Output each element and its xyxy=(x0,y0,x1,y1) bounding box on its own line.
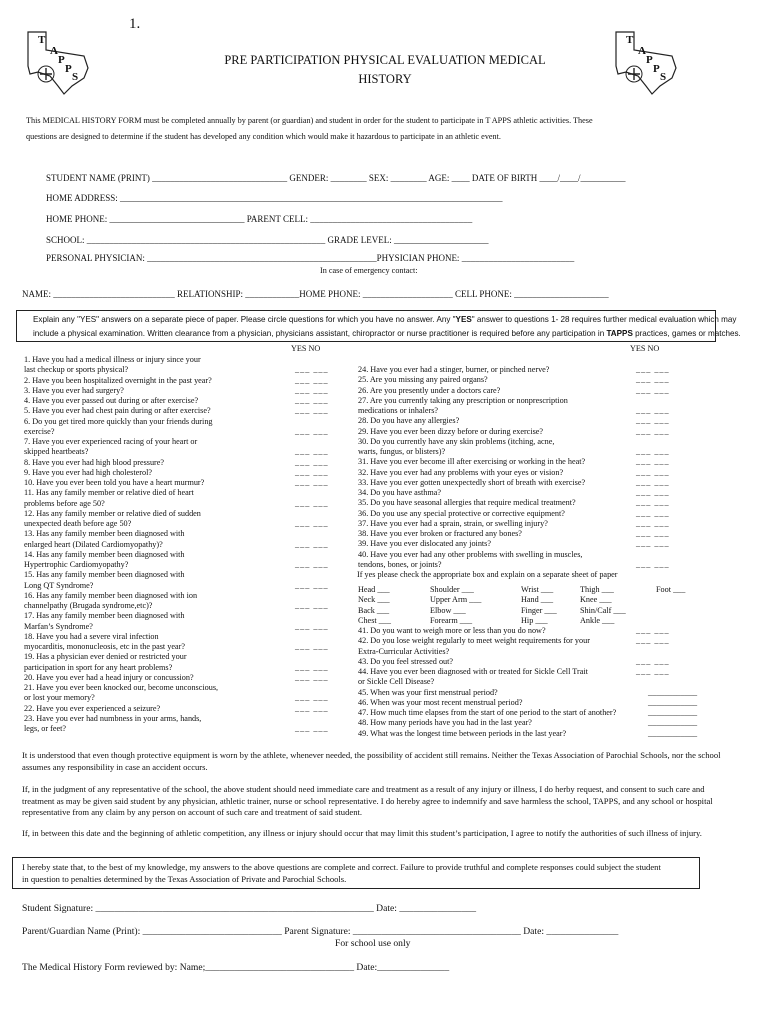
question-line-left: 3. Have you ever had surgery? xyxy=(24,385,124,395)
yes-blank[interactable]: ___ ___ xyxy=(295,693,329,703)
body-part-checkbox[interactable]: Shoulder ___ xyxy=(430,585,474,594)
yes-blank[interactable]: ___ ___ xyxy=(295,724,329,733)
instructions-text-c: include a physical examination. Written clearance from a physician, physicians assistant, chiropractor or nurse practitioner is required before any participation in xyxy=(33,329,607,338)
yes-blank[interactable]: ___ ___ xyxy=(636,457,670,467)
question-line-right: 32. Have you ever had any problems with your eyes or vision? xyxy=(358,467,564,477)
yes-blank[interactable]: ___ ___ xyxy=(636,539,670,549)
question-line-left: skipped heartbeats? xyxy=(24,447,89,457)
instructions-yes-bold: YES xyxy=(455,315,472,324)
body-part-checkbox[interactable]: Wrist ___ xyxy=(521,585,554,594)
yes-blank[interactable]: ___ ___ xyxy=(636,365,670,374)
question-line-right: 28. Do you have any allergies? xyxy=(358,416,460,426)
notification-paragraph: If, in between this date and the beginning of athletic competition, any illness or injury should occur that may limit this student’s participation, I agree to notify the authorities of such illness of injury. xyxy=(22,828,702,838)
student-info-row[interactable]: STUDENT NAME (PRINT) ______________________________ GENDER: ________ SEX: ________ AGE: ____ DATE OF BIRTH ____/____/__________ xyxy=(46,173,626,183)
question-line-right: 34. Do you have asthma? xyxy=(358,488,441,497)
answer-blank[interactable]: ____________ xyxy=(648,728,698,738)
instructions-line-2 xyxy=(33,329,741,338)
svg-text:P: P xyxy=(653,63,660,75)
yes-blank[interactable]: ___ ___ xyxy=(295,478,329,487)
question-line-right: 46. When was your most recent menstrual period? xyxy=(358,697,523,707)
question-line-right: 26. Are you presently under a doctors care? xyxy=(358,385,501,395)
question-line-left: 16. Has any family member been diagnosed with ion xyxy=(24,590,198,600)
school-use-only-label: For school use only xyxy=(335,938,411,949)
question-line-left: 9. Have you ever had high cholesterol? xyxy=(24,467,152,477)
yes-blank[interactable]: ___ ___ xyxy=(636,529,670,538)
question-line-right: 40. Have you ever had any other problems with swelling in muscles, xyxy=(358,549,583,559)
question-line-left: exercise? xyxy=(24,426,55,436)
instructions-text-d: practices, games or matches. xyxy=(632,329,741,338)
yes-blank[interactable]: ___ ___ xyxy=(295,498,329,508)
body-part-checkbox[interactable]: Finger ___ xyxy=(521,605,557,615)
yes-blank[interactable]: ___ ___ xyxy=(295,396,329,405)
question-line-left: 22. Have you ever experienced a seizure? xyxy=(24,703,161,713)
question-line-left: myocarditis, mononucleosis, etc in the past year? xyxy=(24,642,185,651)
question-line-right: 29. Have you ever been dizzy before or during exercise? xyxy=(358,426,544,436)
answer-blank[interactable]: ____________ xyxy=(648,718,698,728)
yes-blank[interactable]: ___ ___ xyxy=(636,518,670,528)
yes-blank[interactable]: ___ ___ xyxy=(295,457,329,467)
question-line-right: 30. Do you currently have any skin problems (itching, acne, xyxy=(358,436,555,446)
question-line-right: 49. What was the longest time between periods in the last year? xyxy=(358,728,567,738)
yes-blank[interactable]: ___ ___ xyxy=(636,508,670,518)
question-line-right: medications or inhalers? xyxy=(358,406,439,415)
question-line-left: or lost your memory? xyxy=(24,693,95,703)
question-line-left: 7. Have you ever experienced racing of your heart or xyxy=(24,437,198,446)
home-address-field[interactable]: HOME ADDRESS: _____________________________________________________________________________________ xyxy=(46,193,503,203)
instructions-line-1 xyxy=(33,315,736,324)
question-line-right: 38. Have you ever broken or fractured any bones? xyxy=(358,529,522,538)
question-line-left: Long QT Syndrome? xyxy=(24,580,94,590)
question-line-left: 20. Have you ever had a head injury or concussion? xyxy=(24,672,194,682)
yes-blank[interactable]: ___ ___ xyxy=(295,672,329,682)
question-line-right: 48. How many periods have you had in the last year? xyxy=(358,718,532,728)
phone-row[interactable]: HOME PHONE: ______________________________ PARENT CELL: ____________________________________ xyxy=(46,214,473,224)
svg-text:T: T xyxy=(626,34,634,46)
student-signature-line[interactable]: Student Signature: __________________________________________________________ Date: ________________ xyxy=(22,903,477,914)
body-part-checkbox[interactable]: Back ___ xyxy=(358,605,390,615)
page-number: 1. xyxy=(129,16,141,32)
instructions-text-b: " answer to questions 1- 28 requires further medical evaluation which may xyxy=(471,315,737,324)
svg-text:P: P xyxy=(58,54,65,66)
question-line-right: 25. Are you missing any paired organs? xyxy=(358,375,488,385)
body-part-checkbox[interactable]: Upper Arm ___ xyxy=(430,595,482,605)
question-line-right: 24. Have you ever had a stinger, burner, or pinched nerve? xyxy=(358,365,550,374)
consent-paragraph: If, in the judgment of any representative of the school, the above student should need immediate care and treatment as a result of any injury or illness, I do herby request, and consent to such care and treatment as may be given said student by any physician, athletic trainer, nurse or school representative. I do hereby agree to indemnify and save harmless the school, TAPPS, and any school or hospital representative from any claim by any person on account of such care and treatment of said student. xyxy=(22,784,713,818)
question-line-left: Hypertrophic Cardiomyopathy? xyxy=(24,560,129,569)
body-part-checkbox[interactable]: Forearm ___ xyxy=(430,615,473,625)
yes-blank[interactable]: ___ ___ xyxy=(636,416,670,426)
question-line-right: 35. Do you have seasonal allergies that require medical treatment? xyxy=(358,498,576,508)
body-part-checkbox[interactable]: Elbow ___ xyxy=(430,605,466,615)
question-line-right: 27. Are you currently taking any prescription or nonprescription xyxy=(358,395,568,405)
yes-blank[interactable]: ___ ___ xyxy=(295,385,329,395)
question-line-left: last checkup or sports physical? xyxy=(24,365,129,375)
question-line-right: or Sickle Cell Disease? xyxy=(358,677,435,687)
statement-line-2: in question to penalties determined by the Texas Association of Private and Parochial Schools. xyxy=(22,874,347,884)
question-line-left: 21. Have you ever been knocked our, become unconscious, xyxy=(24,683,219,692)
body-part-checkbox[interactable]: Knee ___ xyxy=(580,595,612,605)
yes-blank[interactable]: ___ ___ xyxy=(295,426,329,436)
yes-blank[interactable]: ___ ___ xyxy=(636,406,670,415)
question-line-left: unexpected death before age 50? xyxy=(24,519,132,528)
statement-line-1: I hereby state that, to the best of my knowledge, my answers to the above questions are complete and correct. Failure to provide truthful and complete responses could subject the student xyxy=(22,862,661,872)
body-part-checkbox[interactable]: Foot ___ xyxy=(656,585,686,594)
emergency-contact-row[interactable]: NAME: ___________________________ RELATIONSHIP: ____________HOME PHONE: ____________________ CELL PHONE: _____________________ xyxy=(22,289,609,299)
svg-text:P: P xyxy=(646,54,653,66)
yes-blank[interactable]: ___ ___ xyxy=(295,662,329,672)
svg-text:A: A xyxy=(638,45,646,57)
question-line-left: 19. Has a physician ever denied or restricted your xyxy=(24,652,187,662)
question-line-right: 36. Do you use any special protective or corrective equipment? xyxy=(358,508,565,518)
yes-blank[interactable]: ___ ___ xyxy=(636,426,670,436)
question-line-left: 12. Has any family member or relative died of sudden xyxy=(24,508,201,518)
form-title-line1: PRE PARTICIPATION PHYSICAL EVALUATION MEDICAL xyxy=(224,53,546,67)
yes-blank[interactable]: ___ ___ xyxy=(636,667,670,676)
instructions-tapps-bold: TAPPS xyxy=(606,329,633,338)
yes-blank[interactable]: ___ ___ xyxy=(636,385,670,395)
question-line-left: legs, or feet? xyxy=(24,724,67,733)
question-line-left: 6. Do you get tired more quickly than your friends during xyxy=(24,416,213,426)
question-line-left: 15. Has any family member been diagnosed with xyxy=(24,570,185,580)
question-line-right: 41. Do you want to weigh more or less than you do now? xyxy=(358,626,546,635)
intro-line-2: questions are designed to determine if the student has developed any condition which would make it hazardous to participate in an athletic event. xyxy=(26,132,501,141)
question-line-left: 2. Have you been hospitalized overnight in the past year? xyxy=(24,375,212,385)
yes-blank[interactable]: ___ ___ xyxy=(636,626,670,635)
question-line-right: 39. Have you ever dislocated any joints? xyxy=(358,539,492,549)
school-row[interactable]: SCHOOL: _____________________________________________________ GRADE LEVEL: _____________________ xyxy=(46,235,489,245)
question-line-left: 14. Has any family member been diagnosed with xyxy=(24,549,185,559)
question-line-right: 37. Have you ever had a sprain, strain, or swelling injury? xyxy=(358,518,548,528)
svg-text:P: P xyxy=(65,63,72,75)
question-line-right: 47. How much time elapses from the start of one period to the start of another? xyxy=(358,708,617,717)
body-part-checkbox[interactable]: Shin/Calf ___ xyxy=(580,605,626,615)
question-line-left: Marfan’s Syndrome? xyxy=(24,621,93,631)
question-line-right: warts, fungus, or blisters)? xyxy=(358,447,446,456)
body-part-checkbox[interactable]: Hip ___ xyxy=(521,615,548,625)
question-line-right: 33. Have you ever gotten unexpectedly short of breath with exercise? xyxy=(358,477,586,487)
yes-no-header-right: YES NO xyxy=(630,344,660,353)
yes-blank[interactable]: ___ ___ xyxy=(295,560,329,569)
reviewed-by-line[interactable]: The Medical History Form reviewed by: Name;_______________________________ Date:_______________ xyxy=(22,962,450,973)
question-line-right: 31. Have you ever become ill after exercising or working in the heat? xyxy=(358,457,586,467)
yes-blank[interactable]: ___ ___ xyxy=(295,539,329,549)
yes-blank[interactable]: ___ ___ xyxy=(636,447,670,456)
yes-blank[interactable]: ___ ___ xyxy=(295,519,329,528)
yes-no-header-left: YES NO xyxy=(291,344,321,353)
yes-blank[interactable]: ___ ___ xyxy=(295,447,329,457)
instructions-text-a: Explain any "YES" answers on a separate piece of paper. Please circle questions for which you have no answer. Any " xyxy=(33,315,456,324)
question-line-left: 13. Has any family member been diagnosed with xyxy=(24,529,185,539)
yes-blank[interactable]: ___ ___ xyxy=(295,703,329,713)
body-part-checkbox[interactable]: Thigh ___ xyxy=(580,585,614,594)
parent-signature-line[interactable]: Parent/Guardian Name (Print): _____________________________ Parent Signature: ___________________________________ Date: _______________ xyxy=(22,926,619,937)
question-line-left: 11. Has any family member or relative died of heart xyxy=(24,488,194,498)
svg-text:A: A xyxy=(50,45,58,57)
yes-blank[interactable]: ___ ___ xyxy=(295,406,329,416)
question-line-left: 23. Have you ever had numbness in your arms, hands, xyxy=(24,713,202,723)
yes-blank[interactable]: ___ ___ xyxy=(636,559,670,569)
answer-blank[interactable]: ____________ xyxy=(648,687,698,697)
svg-text:S: S xyxy=(72,71,79,83)
question-line-left: 10. Have you ever been told you have a heart murmur? xyxy=(24,478,205,487)
question-line-right: 42. Do you lose weight regularly to meet weight requirements for your xyxy=(358,636,590,646)
question-line-left: 4. Have you ever passed out during or after exercise? xyxy=(24,396,199,405)
question-line-right: Extra-Curricular Activities? xyxy=(358,646,450,656)
question-line-left: 1. Have you had a medical illness or injury since your xyxy=(24,355,201,364)
question-line-right: 44. Have you ever been diagnosed with or treated for Sickle Cell Trait xyxy=(358,667,588,676)
intro-line-1: This MEDICAL HISTORY FORM must be completed annually by parent (or guardian) and student in order for the student to participate in T APPS athletic activities. These xyxy=(26,116,593,125)
yes-blank[interactable]: ___ ___ xyxy=(636,498,670,508)
yes-blank[interactable]: ___ ___ xyxy=(295,621,329,631)
body-part-checkbox[interactable]: Ankle ___ xyxy=(580,615,615,625)
question-line-right: tendons, bones, or joints? xyxy=(358,559,442,569)
yes-blank[interactable]: ___ ___ xyxy=(636,656,670,666)
question-line-right: 43. Do you feel stressed out? xyxy=(358,656,454,666)
question-line-left: problems before age 50? xyxy=(24,498,105,508)
yes-blank[interactable]: ___ ___ xyxy=(295,642,329,651)
body-part-checkbox[interactable]: Chest ___ xyxy=(358,615,391,625)
body-part-checkbox[interactable]: Head ___ xyxy=(358,585,390,594)
body-part-checkbox[interactable]: Hand ___ xyxy=(521,595,554,605)
question-line-left: 5. Have you ever had chest pain during or after exercise? xyxy=(24,406,211,416)
yes-blank[interactable]: ___ ___ xyxy=(295,580,329,590)
question-line-left: enlarged heart (Dilated Cardiomyopathy)? xyxy=(24,539,163,549)
form-title-line2: HISTORY xyxy=(358,72,412,86)
question-line-left: 18. Have you had a severe viral infection xyxy=(24,631,159,641)
question-line-left: 8. Have you ever had high blood pressure? xyxy=(24,457,165,467)
yes-blank[interactable]: ___ ___ xyxy=(295,467,329,477)
question-line-left: channelpathy (Brugada syndrome,etc)? xyxy=(24,601,153,610)
liability-paragraph: It is understood that even though protective equipment is worn by the athlete, whenever needed, the possibility of accident still remains. Neither the Texas Association of Parochial Schools, nor the school assumes any responsibility in case an accident occurs. xyxy=(22,750,721,772)
answer-blank[interactable]: ____________ xyxy=(648,697,698,707)
answer-blank[interactable]: ____________ xyxy=(648,708,698,717)
yes-blank[interactable]: ___ ___ xyxy=(295,365,329,375)
yes-blank[interactable]: ___ ___ xyxy=(295,375,329,385)
question-line-left: participation in sport for any heart problems? xyxy=(24,662,173,672)
emergency-caption: In case of emergency contact: xyxy=(320,266,418,275)
yes-blank[interactable]: ___ ___ xyxy=(636,477,670,487)
svg-text:S: S xyxy=(660,71,667,83)
physician-row[interactable]: PERSONAL PHYSICIAN: ___________________________________________________PHYSICIAN PHONE: _________________________ xyxy=(46,253,575,263)
yes-blank[interactable]: ___ ___ xyxy=(295,601,329,610)
question-line-left: 17. Has any family member been diagnosed with xyxy=(24,611,185,621)
svg-text:T: T xyxy=(38,34,46,46)
yes-blank[interactable]: ___ ___ xyxy=(636,636,670,646)
yes-blank[interactable]: ___ ___ xyxy=(636,467,670,477)
body-part-checkbox[interactable]: Neck ___ xyxy=(358,595,390,605)
yes-blank[interactable]: ___ ___ xyxy=(636,488,670,497)
question-line-right: If yes please check the appropriate box and explain on a separate sheet of paper xyxy=(357,570,618,579)
question-line-right: 45. When was your first menstrual period? xyxy=(358,687,498,697)
yes-blank[interactable]: ___ ___ xyxy=(636,375,670,385)
